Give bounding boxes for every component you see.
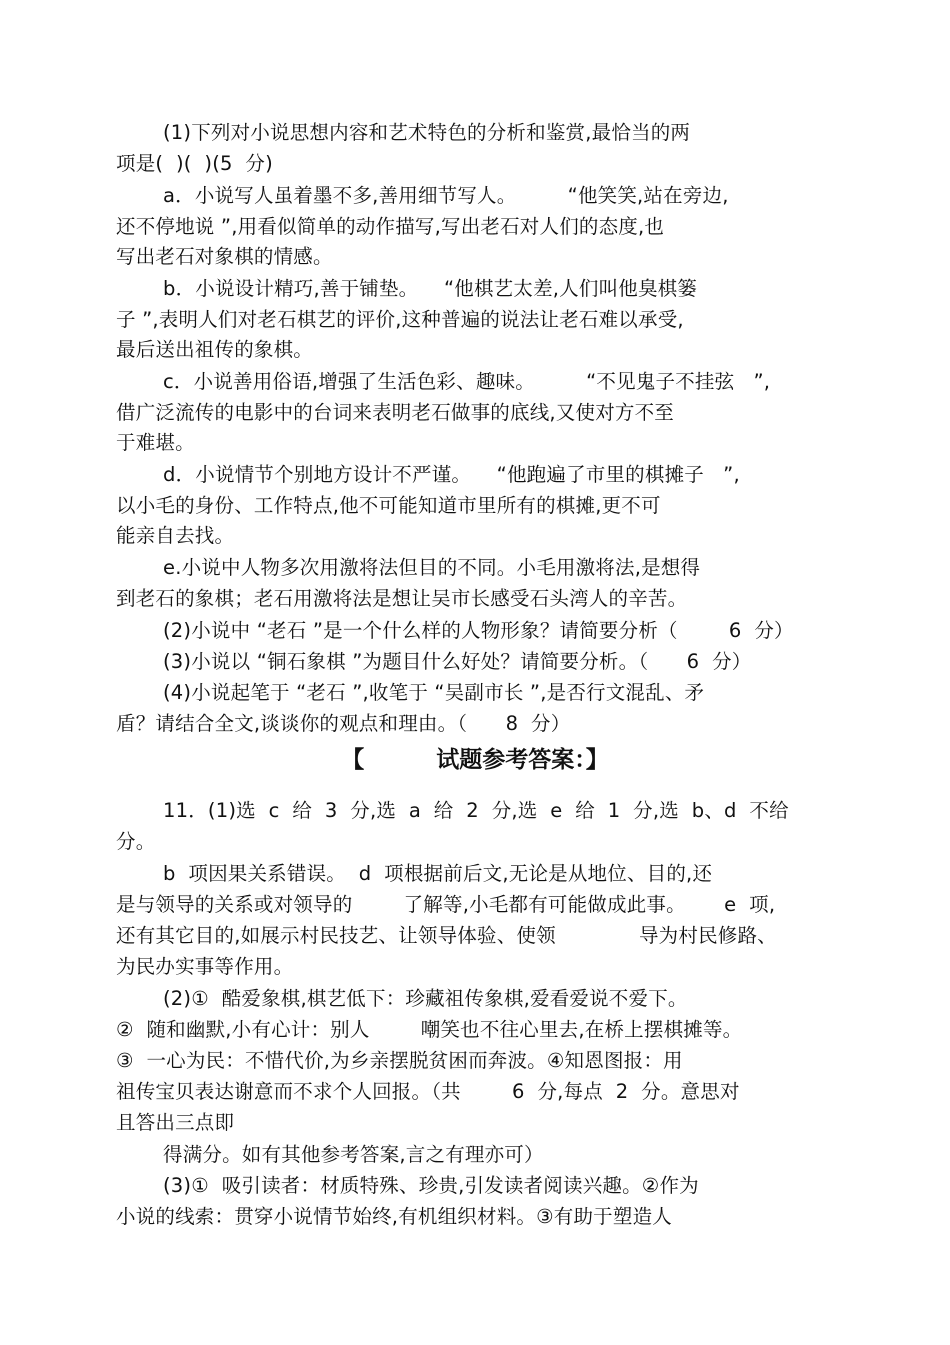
answer-b-line-1: b 项因果关系错误。 d 项根据前后文,无论是从地位、目的,还 (163, 862, 713, 885)
q1-stem-line-2: 项是( )( )(5 分) (116, 152, 273, 175)
answer-heading: 【 试题参考答案：】 (341, 747, 609, 773)
question-3: (3)小说以 “铜石象棋 ”为题目什么好处？请简要分析。（ 6 分） (163, 650, 752, 673)
answer-b-line-2: 是与领导的关系或对领导的 了解等,小毛都有可能做成此事。 e 项, (116, 893, 776, 916)
question-4-line-2: 盾？请结合全文,谈谈你的观点和理由。（ 8 分） (116, 712, 571, 735)
option-a-line-3: 写出老石对象棋的情感。 (116, 245, 333, 268)
answer-2-line-1: (2)① 酷爱象棋,棋艺低下：珍藏祖传象棋,爱看爱说不爱下。 (163, 987, 688, 1010)
question-4-line-1: (4)小说起笔于 “老石 ”,收笔于 “吴副市长 ”,是否行文混乱、矛 (163, 681, 705, 704)
option-b-line-1: b．小说设计精巧,善于铺垫。 “他棋艺太差,人们叫他臭棋篓 (163, 277, 698, 300)
answer-2-line-2: ② 随和幽默,小有心计：别人 嘲笑也不往心里去,在桥上摆棋摊等。 (116, 1018, 743, 1041)
option-e-line-2: 到老石的象棋；老石用激将法是想让吴市长感受石头湾人的辛苦。 (116, 587, 688, 610)
option-c-line-3: 于难堪。 (116, 431, 195, 454)
q1-stem-line-1: (1)下列对小说思想内容和艺术特色的分析和鉴赏,最恰当的两 (163, 121, 691, 144)
option-b-line-3: 最后送出祖传的象棋。 (116, 338, 314, 361)
answer-b-line-4: 为民办实事等作用。 (116, 955, 294, 978)
option-d-line-1: d．小说情节个别地方设计不严谨。 “他跑遍了市里的棋摊子 ”, (163, 463, 740, 486)
answer-3-line-1: (3)① 吸引读者：材质特殊、珍贵,引发读者阅读兴趣。②作为 (163, 1174, 699, 1197)
option-b-line-2: 子 ”,表明人们对老石棋艺的评价,这种普遍的说法让老石难以承受, (116, 308, 684, 331)
option-c-line-1: c．小说善用俗语,增强了生活色彩、趣味。 “不见鬼子不挂弦 ”, (163, 370, 771, 393)
option-d-line-3: 能亲自去找。 (116, 524, 235, 547)
answer-2-line-3: ③ 一心为民：不惜代价,为乡亲摆脱贫困而奔波。④知恩图报：用 (116, 1049, 683, 1072)
option-c-line-2: 借广泛流传的电影中的台词来表明老石做事的底线,又使对方不至 (116, 401, 674, 424)
answer-2-line-4: 祖传宝贝表达谢意而不求个人回报。（共 6 分,每点 2 分。意思对 (116, 1080, 740, 1103)
answer-b-line-3: 还有其它目的,如展示村民技艺、让领导体验、使领 导为村民修路、 (116, 924, 777, 947)
answer-2-line-6: 得满分。如有其他参考答案,言之有理亦可） (163, 1143, 544, 1166)
option-e-line-1: e.小说中人物多次用激将法但目的不同。小毛用激将法,是想得 (163, 556, 701, 579)
answer-1-line-2: 分。 (116, 830, 156, 853)
answer-2-line-5: 且答出三点即 (116, 1111, 235, 1134)
answer-1-line-1: 11．(1)选 c 给 3 分,选 a 给 2 分,选 e 给 1 分,选 b、d 不给 (163, 799, 789, 822)
option-a-line-2: 还不停地说 ”,用看似简单的动作描写,写出老石对人们的态度,也 (116, 215, 665, 238)
option-d-line-2: 以小毛的身份、工作特点,他不可能知道市里所有的棋摊,更不可 (116, 494, 661, 517)
question-2: (2)小说中 “老石 ”是一个什么样的人物形象？请简要分析（ 6 分） (163, 619, 794, 642)
answer-3-line-2: 小说的线索：贯穿小说情节始终,有机组织材料。③有助于塑造人 (116, 1205, 672, 1228)
option-a-line-1: a．小说写人虽着墨不多,善用细节写人。 “他笑笑,站在旁边, (163, 184, 729, 207)
